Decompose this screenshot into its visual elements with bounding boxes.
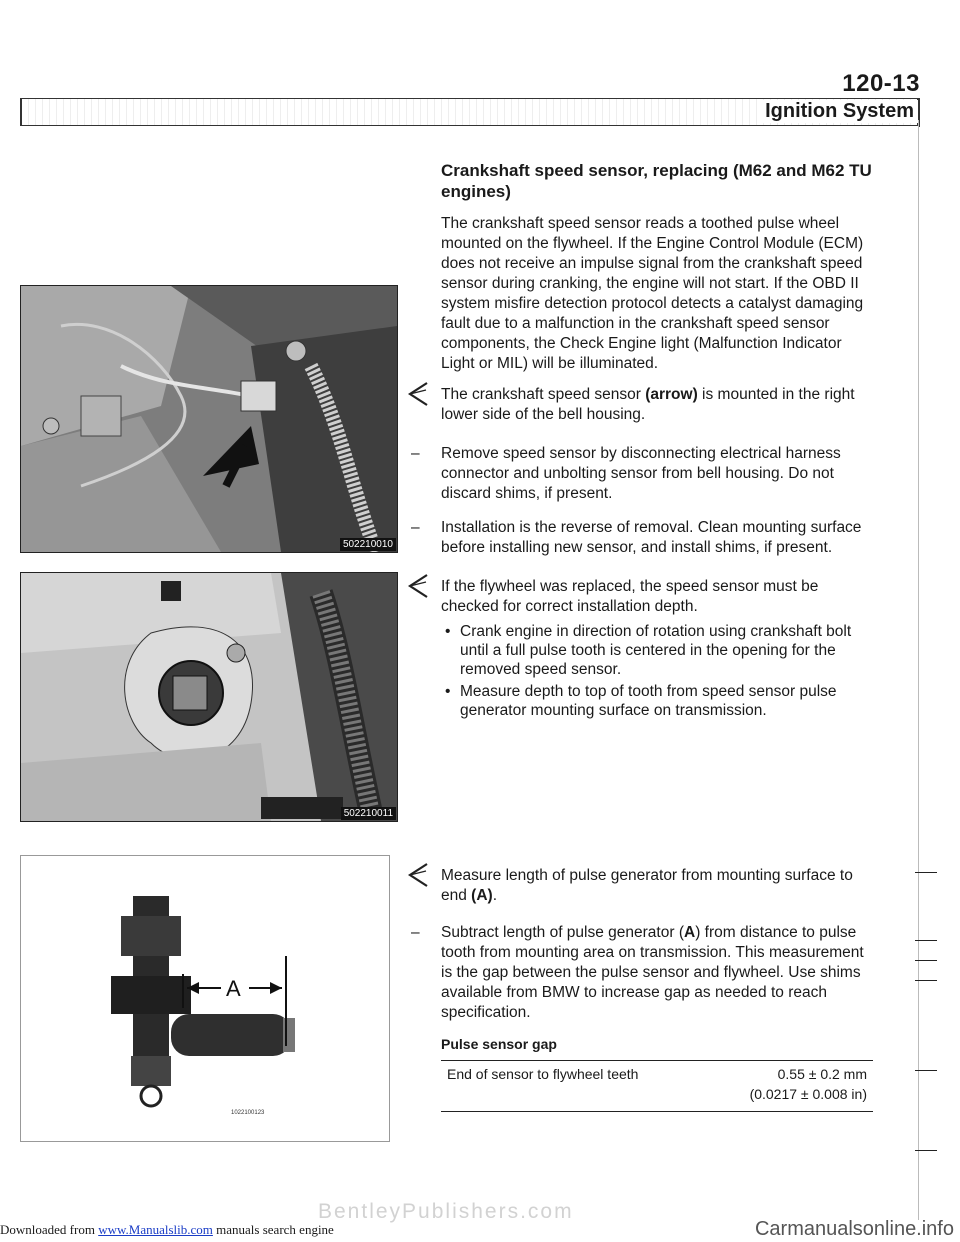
spec-label: End of sensor to flywheel teeth: [447, 1066, 639, 1082]
step-install: [411, 518, 871, 558]
spec-title: Pulse sensor gap: [441, 1036, 557, 1052]
measure-text-pre: Measure length of pulse generator from mounting surface to end: [441, 867, 853, 904]
spec-value-mm: 0.55 ± 0.2 mm: [777, 1066, 867, 1082]
section-title: Ignition System: [759, 100, 920, 123]
step-dash: –: [411, 519, 420, 536]
page-number: 120-13: [842, 70, 920, 97]
figure-pulse-generator: [20, 855, 390, 1142]
figure-sensor-location: [20, 285, 398, 553]
bullet-text: Measure depth to top of tooth from speed sensor pulse generator mounting surface on transmission.: [460, 683, 837, 719]
location-text-bold: (arrow): [645, 386, 698, 403]
step-dash: –: [411, 445, 420, 462]
subtract-text-post: ) from distance to pulse tooth from mounting area on transmission. This measurement is the gap between the pulse sensor and flywheel. Use shims available from BMW to increase gap as needed to reach specification.: [441, 924, 864, 1021]
location-note: [441, 385, 871, 425]
bullet-text: Crank engine in direction of rotation using crankshaft bolt until a full pulse tooth is centered in the opening for the removed speed sensor.: [460, 623, 852, 678]
figure-sensor-opening: [20, 572, 398, 822]
flywheel-note-text: If the flywheel was replaced, the speed sensor must be checked for correct installation depth.: [441, 578, 819, 615]
step-subtract: [411, 923, 871, 1023]
dimension-label: A: [226, 976, 241, 1001]
step-remove-text: Remove speed sensor by disconnecting electrical harness connector and unbolting sensor from bell housing. Do not discard shims, if present.: [441, 445, 841, 502]
edge-tick: [915, 1070, 937, 1071]
download-footer: [0, 1222, 334, 1238]
figure-pointer-icon: [407, 381, 429, 407]
bullet: •: [445, 623, 451, 640]
location-text-post: is mounted in the right lower side of the bell housing.: [441, 386, 855, 423]
edge-tick: [915, 980, 937, 981]
edge-tick: [915, 1150, 937, 1151]
pulse-generator-graphic: [21, 856, 389, 1141]
flywheel-note: [441, 577, 871, 617]
publisher-watermark-name: BentleyPublishers: [318, 1200, 521, 1223]
list-item: [445, 682, 870, 720]
figure-code: 1022100123: [231, 1110, 265, 1116]
engine-photo-graphic: [21, 286, 397, 552]
spec-table: [441, 1060, 873, 1112]
figure-pointer-icon: [407, 862, 429, 888]
publisher-watermark-com: .com: [520, 1200, 574, 1223]
bellhousing-photo-graphic: [21, 573, 397, 821]
subtract-text-pre: Subtract length of pulse generator (: [441, 924, 684, 941]
manualslib-link[interactable]: www.Manualslib.com: [98, 1222, 213, 1237]
subtract-text-bold: A: [683, 924, 696, 941]
edge-ticks: [915, 860, 945, 1160]
figure-code: 502210011: [341, 807, 396, 820]
publisher-watermark: [318, 1200, 574, 1224]
measure-text-bold: (A): [471, 887, 493, 904]
bullet: •: [445, 683, 451, 700]
step-remove: [411, 444, 871, 504]
step-install-text: Installation is the reverse of removal. Clean mounting surface before installing new sensor, and install shims, if present.: [441, 519, 862, 556]
figure-pointer-icon: [407, 573, 429, 599]
step-dash: –: [411, 924, 420, 941]
spec-value-in: (0.0217 ± 0.008 in): [749, 1086, 867, 1102]
footer-prefix: Downloaded from: [0, 1222, 99, 1237]
edge-tick: [915, 872, 937, 873]
figure-code: 502210010: [340, 538, 396, 551]
procedure-heading: Crankshaft speed sensor, replacing (M62 and M62 TU engines): [441, 161, 872, 201]
measure-note: [441, 866, 871, 906]
site-watermark: Carmanualsonline.info: [754, 1218, 954, 1240]
edge-tick: [915, 960, 937, 961]
list-item: [445, 622, 870, 679]
footer-suffix: manuals search engine: [212, 1222, 334, 1237]
edge-tick: [915, 940, 937, 941]
location-text-pre: The crankshaft speed sensor: [441, 386, 646, 403]
intro-paragraph: The crankshaft speed sensor reads a toothed pulse wheel mounted on the flywheel. If the Engine Control Module (ECM) does not receive an impulse signal from the crankshaft speed sensor during cranking, the engine will not start. If the OBD II system misfire detection protocol detects a catalyst damaging fault due to a malfunction in the crankshaft speed sensor components, the Check Engine light (Malfunction Indicator Light or MIL) will be illuminated.: [441, 215, 864, 372]
measure-text-post: .: [492, 887, 498, 904]
